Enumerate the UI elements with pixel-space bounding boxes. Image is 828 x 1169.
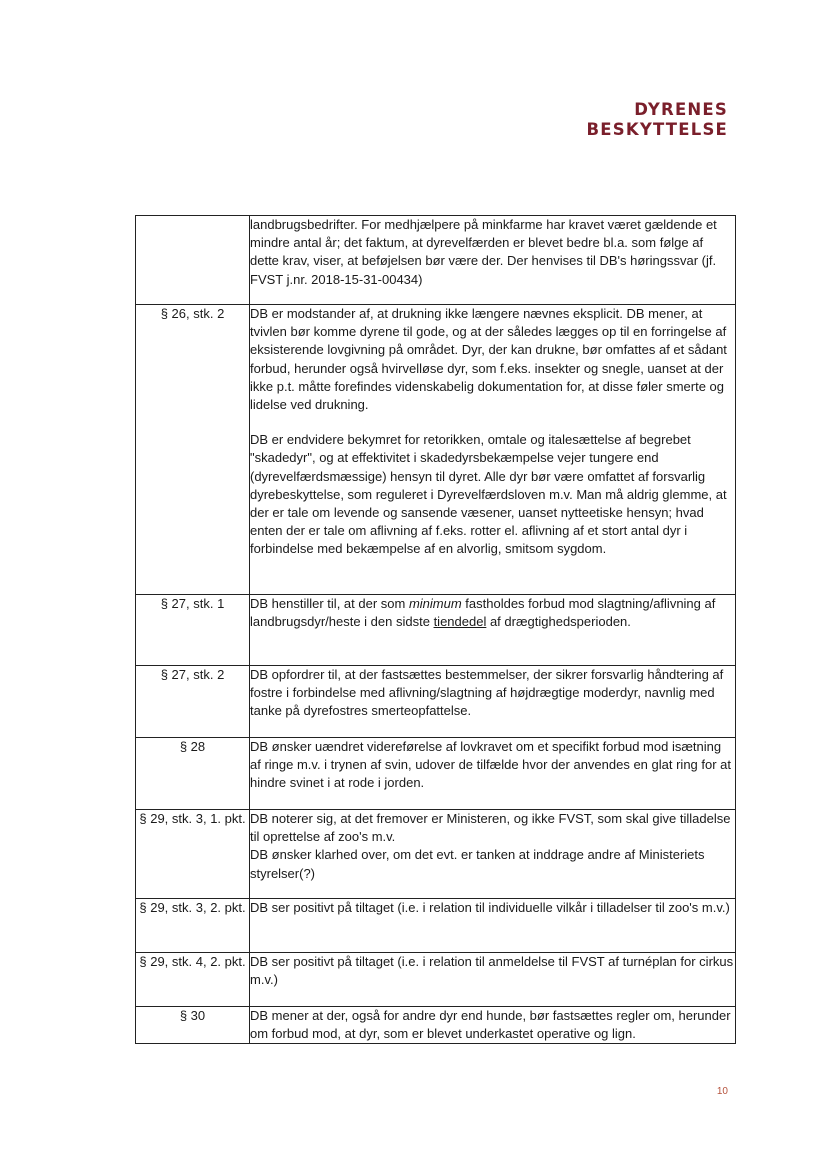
section-reference: § 27, stk. 1: [136, 595, 250, 666]
section-reference: [136, 216, 250, 305]
comment-paragraph: DB er endvidere bekymret for retorikken, omtale og italesættelse af begrebet "skadedyr", og at effektivitet i skadedyrsbekæmpelse vejer tungere end (dyrevelfærdsmæssige) hensyn til dyret. Alle dyr bør være omfattet af forsvarlig dyrebeskyttelse, som reguleret i Dyrevelfærdsloven m.v. Man må aldrig glemme, at der er tale om levende og sansende væsener, uanset nytteetiske hensyn; hvad enten der er tale om aflivning af f.eks. rotter el. aflivning af et stort antal dyr i forbindelse med bekæmpelse af en alvorlig, smitsom sygdom.: [250, 432, 727, 557]
comment-paragraph: DB ser positivt på tiltaget (i.e. i relation til anmeldelse til FVST af turnéplan for cirkus m.v.): [250, 954, 734, 988]
comment-paragraph: DB mener at der, også for andre dyr end hunde, bør fastsættes regler om, herunder om forbud mod, at dyr, som er blevet underkastet operative og lign.: [250, 1008, 731, 1042]
organization-logo: [587, 100, 729, 140]
table-row: [136, 1007, 736, 1044]
table-row: [136, 595, 736, 666]
comment-paragraph: DB ønsker uændret videreførelse af lovkravet om et specifikt forbud mod isætning af ringe m.v. i trynen af svin, udover de tilfælde hvor der anvendes en glat ring for at hindre svinet i at rode i jorden.: [250, 739, 732, 791]
comment-paragraph: [250, 595, 735, 631]
section-reference: § 29, stk. 4, 2. pkt.: [136, 953, 250, 1007]
table-row: [136, 810, 736, 899]
comment-text: fastholdes forbud mod slagtning/aflivning af landbrugsdyr/heste i den sidste: [250, 596, 716, 630]
comment-cell: [250, 899, 736, 953]
section-reference: § 27, stk. 2: [136, 666, 250, 738]
section-reference: § 26, stk. 2: [136, 305, 250, 595]
comment-cell: [250, 810, 736, 899]
table-row: [136, 216, 736, 305]
comment-text: DB henstiller til, at der som: [250, 596, 409, 611]
comment-line: DB noterer sig, at det fremover er Ministeren, og ikke FVST, som skal give tilladelse til oprettelse af zoo's m.v.: [250, 811, 731, 845]
table-row: [136, 666, 736, 738]
comment-cell: [250, 305, 736, 595]
comment-cell: [250, 738, 736, 810]
logo-line-2: BESKYTTELSE: [586, 120, 728, 139]
comment-paragraph: [250, 810, 735, 883]
section-reference: § 30: [136, 1007, 250, 1044]
logo-line-1: DYRENES: [634, 100, 728, 119]
table-row: [136, 305, 736, 595]
comment-paragraph: DB opfordrer til, at der fastsættes bestemmelser, der sikrer forsvarlig håndtering af fostre i forbindelse med aflivning/slagtning af højdrægtige moderdyr, navnlig med tanke på dyrefostres smerteopfattelse.: [250, 667, 724, 719]
consultation-response-table: [135, 215, 736, 1044]
comment-paragraph: DB er modstander af, at drukning ikke længere nævnes eksplicit. DB mener, at tvivlen bør komme dyrene til gode, og at der således lægges op til en forringelse af eksisterende lovgivning på området. Dyr, der kan drukne, bør omfattes af et sådant forbud, herunder også hvirvelløse dyr, som f.eks. insekter og snegle, uanset at der ikke p.t. måtte forefindes videnskabelig dokumentation for, at disse føler smerte og lidelse ved drukning.: [250, 306, 727, 413]
page-number: 10: [716, 1086, 728, 1097]
comment-cell: [250, 216, 736, 305]
section-reference: § 29, stk. 3, 1. pkt.: [136, 810, 250, 899]
section-reference: § 29, stk. 3, 2. pkt.: [136, 899, 250, 953]
comment-paragraph: DB ser positivt på tiltaget (i.e. i relation til individuelle vilkår i tilladelser til zoo's m.v.): [250, 900, 730, 915]
underlined-text: tiendedel: [433, 614, 487, 630]
comment-cell: [250, 1007, 736, 1044]
comment-cell: [250, 953, 736, 1007]
comment-cell: [250, 666, 736, 738]
emphasized-text: minimum: [408, 596, 462, 611]
comment-text: af drægtighedsperioden.: [486, 614, 631, 630]
section-reference: § 28: [136, 738, 250, 810]
comment-paragraph: landbrugsbedrifter. For medhjælpere på minkfarme har kravet været gældende et mindre antal år; det faktum, at dyrevelfærden er blevet bedre bl.a. som følge af dette krav, viser, at beføjelsen bør være der. Der henvises til DB's høringssvar (jf. FVST j.nr. 2018-15-31-00434): [250, 217, 717, 287]
comment-cell: [250, 595, 736, 666]
table-row: [136, 899, 736, 953]
table-row: [136, 738, 736, 810]
table-row: [136, 953, 736, 1007]
comment-line: DB ønsker klarhed over, om det evt. er tanken at inddrage andre af Ministeriets styrelser(?): [250, 847, 705, 881]
